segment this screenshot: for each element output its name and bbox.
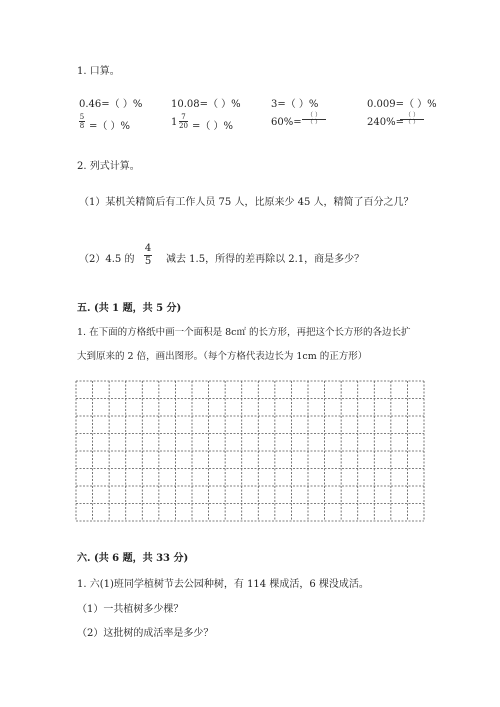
calc-item-5-tail: =（ ）% [89,121,131,132]
calc-item-4: 0.009=（ ）% [367,99,437,110]
blank-fraction-2: （ ） （ ） [399,113,425,126]
question-1-title: 1. 口算。 [77,66,120,77]
blank-fraction-1: （ ） （ ） [301,113,327,126]
fraction-4-5: 4 5 [144,243,152,267]
section-6-sub-question-2: （2）这批树的成活率是多少？ [77,628,214,639]
section-6-question-1: 1. 六(1)班同学植树节去公园种树，有 114 棵成活，6 棵没成活。 [77,579,369,590]
section-5-question-line-1: 1. 在下面的方格纸中画一个面积是 8c㎡ 的长方形，再把这个长方形的各边长扩 [77,327,411,338]
section-6-sub-question-1: （1）一共植树多少棵？ [77,604,184,615]
question-2-2-before: （2）4.5 的 [79,254,135,265]
calc-item-3: 3=（ ）% [271,99,319,110]
fraction-5-8: 5 8 [79,113,85,130]
section-5-heading: 五. (共 1 题，共 5 分) [77,303,182,314]
calc-item-7-head: 60%= [271,117,302,128]
grid-paper[interactable] [75,380,425,522]
section-6-heading: 六. (共 6 题，共 33 分) [77,553,189,564]
mixed-number-whole: 1 [171,117,178,128]
section-5-question-line-2: 大到原来的 2 倍，画出图形。（每个方格代表边长为 1cm 的正方形） [77,351,368,362]
calc-item-2: 10.08=（ ）% [171,99,241,110]
question-2-2-after: 减去 1.5，所得的差再除以 2.1，商是多少？ [166,254,365,265]
calc-item-1: 0.46=（ ）% [79,99,143,110]
calc-item-6-tail: =（ ）% [192,121,234,132]
fraction-7-20: 7 20 [179,113,188,130]
question-2-title: 2. 列式计算。 [77,161,140,172]
calc-item-8-head: 240%= [367,117,404,128]
question-2-1: （1）某机关精简后有工作人员 75 人，比原来少 45 人，精简了百分之几？ [79,197,414,208]
